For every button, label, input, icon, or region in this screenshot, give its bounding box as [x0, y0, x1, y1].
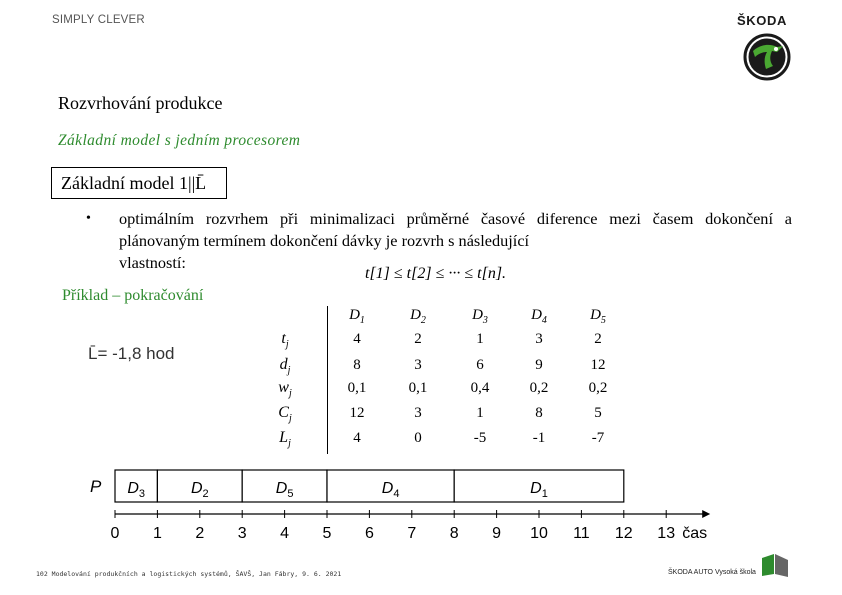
axis-tick-label: 2 [195, 525, 205, 542]
table-col-header: $D_3$ [472, 307, 488, 326]
table-cell: 5 [594, 405, 602, 421]
table-cell: 0,4 [470, 380, 490, 396]
footer-citation: 102 Modelování produkčních a logistických systémů, ŠAVŠ, Jan Fábry, 9. 6. 2021 [36, 570, 342, 578]
axis-tick-label: 6 [364, 525, 374, 542]
table-cell: 1 [476, 331, 484, 347]
table-cell: 4 [353, 430, 361, 446]
gantt-block-label: $D_2$ [190, 480, 209, 500]
axis-tick-label: 12 [614, 525, 633, 542]
footer-school: ŠKODA AUTO Vysoká škola [668, 569, 756, 576]
average-lateness-result: L̄= -1,8 hod [88, 344, 175, 363]
table-cell: 12 [349, 405, 365, 421]
table-cell: 2 [414, 331, 422, 347]
table-cell: 3 [414, 357, 422, 373]
paragraph-line-3: vlastností: [119, 253, 186, 272]
axis-tick-label: 13 [657, 525, 676, 542]
example-label: Příklad – pokračování [62, 287, 204, 304]
table-row-label: $L_j$ [279, 429, 291, 450]
table-row-label: $d_j$ [279, 356, 291, 377]
axis-tick-label: 9 [492, 525, 502, 542]
table-cell: 0,2 [529, 380, 549, 396]
paragraph-line-1: optimálním rozvrhem při minimalizaci průměrné časové diference mezi časem [119, 209, 694, 228]
table-col-header: $D_1$ [349, 307, 365, 326]
axis-tick-label: 8 [449, 525, 459, 542]
bullet-icon: • [86, 211, 91, 226]
brand-slogan: SIMPLY CLEVER [52, 14, 145, 26]
table-cell: -5 [473, 430, 487, 446]
model-box [51, 167, 227, 199]
page-title: Rozvrhování produkce [58, 93, 223, 113]
table-cell: 0,2 [588, 380, 608, 396]
table-cell: 3 [535, 331, 543, 347]
table-cell: 12 [590, 357, 606, 373]
table-cell: 6 [476, 357, 484, 373]
ordering-formula: t[1] ≤ t[2] ≤ ··· ≤ t[n]. [365, 265, 507, 282]
axis-tick-label: 11 [573, 525, 590, 542]
table-cell: -7 [591, 430, 605, 446]
table-col-header: $D_2$ [410, 307, 426, 326]
axis-tick-label: 10 [530, 525, 548, 542]
brand-name: ŠKODA [737, 13, 787, 28]
gantt-block-label: $D_1$ [530, 480, 548, 500]
table-cell: 4 [353, 331, 361, 347]
gantt-chart [80, 465, 730, 550]
table-cell: 0 [414, 430, 422, 446]
table-row-label: $t_j$ [281, 330, 289, 351]
processor-label: P [90, 477, 102, 496]
model-box-label: Základní model 1||L̄ [61, 173, 207, 193]
table-cell: 8 [353, 357, 361, 373]
axis-title: čas [682, 525, 708, 542]
table-cell: 1 [476, 405, 484, 421]
axis-tick-label: 7 [407, 525, 417, 542]
skoda-logo-icon [743, 33, 791, 81]
table-col-header: $D_4$ [531, 307, 547, 326]
gantt-block-label: $D_4$ [381, 480, 400, 500]
axis-tick-label: 3 [237, 525, 247, 542]
table-cell: 2 [594, 331, 602, 347]
axis-arrow-icon [702, 510, 710, 518]
gantt-block-label: $D_5$ [275, 480, 294, 500]
axis-tick-label: 0 [110, 525, 120, 542]
school-logo-icon [760, 552, 790, 578]
table-col-header: $D_5$ [590, 307, 606, 326]
table-cell: 0,1 [347, 380, 367, 396]
table-cell: 9 [535, 357, 543, 373]
axis-tick-label: 5 [322, 525, 332, 542]
section-subtitle: Základní model s jedním procesorem [58, 132, 301, 149]
table-cell: -1 [532, 430, 546, 446]
table-cell: 0,1 [408, 380, 428, 396]
table-row-label: $C_j$ [278, 404, 292, 425]
gantt-block-label: $D_3$ [127, 480, 146, 500]
paragraph-line-2: dokončení a plánovaným termínem dokončení dávky je rozvrh s následující [119, 209, 792, 250]
table-divider [327, 306, 328, 454]
table-cell: 3 [414, 405, 422, 421]
axis-tick-label: 4 [280, 525, 290, 542]
table-row-label: $w_j$ [278, 379, 292, 400]
table-cell: 8 [535, 405, 543, 421]
axis-tick-label: 1 [152, 525, 162, 542]
